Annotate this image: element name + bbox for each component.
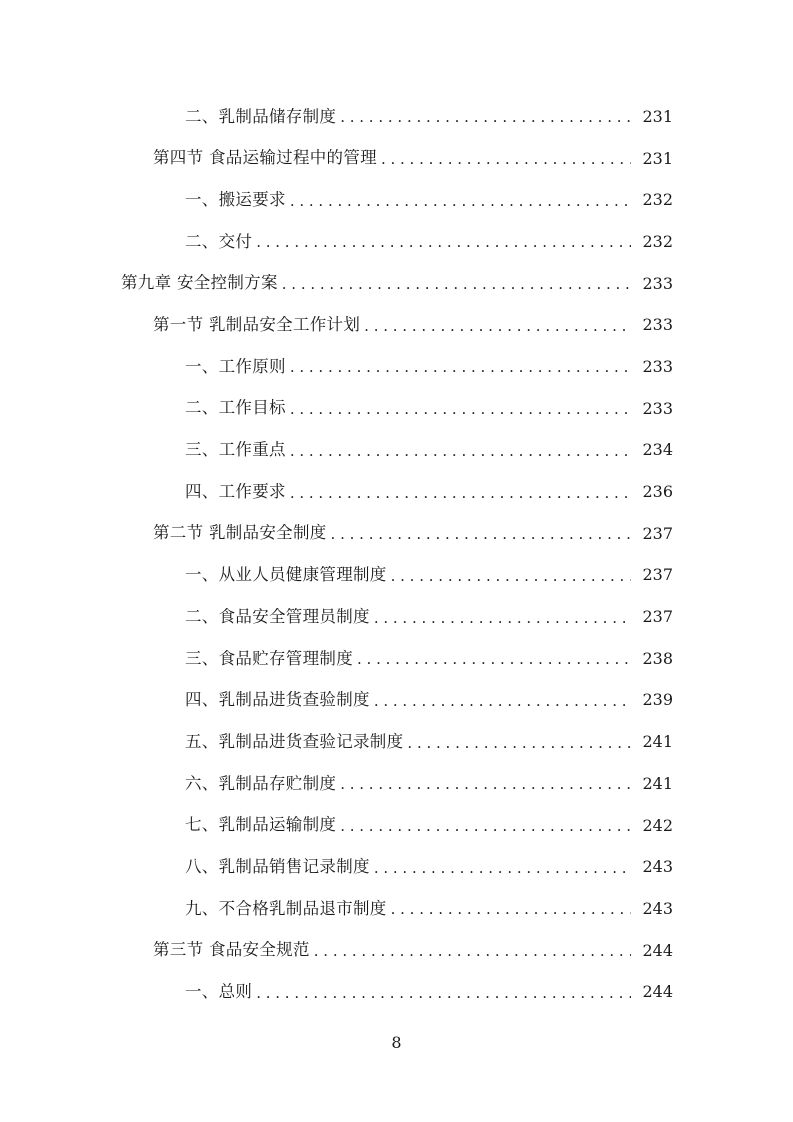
toc-entry-page-number: 237: [642, 523, 673, 543]
toc-entry[interactable]: [0, 680, 793, 722]
toc-entry-page-number: 244: [642, 940, 673, 960]
toc-dot-leader: [381, 152, 631, 167]
toc-entry-page-number: 231: [642, 106, 673, 126]
toc-entry-page-number: 237: [642, 607, 673, 627]
toc-entry-title: 第二节 乳制品安全制度: [153, 523, 327, 543]
toc-dot-leader: [290, 360, 631, 375]
toc-entry-page-number: 234: [642, 440, 673, 460]
toc-entry-title: 四、乳制品进货查验制度: [185, 690, 370, 710]
toc-entry[interactable]: [0, 346, 793, 388]
toc-entry-title: 一、工作原则: [185, 356, 286, 376]
toc-entry[interactable]: [0, 846, 793, 888]
toc-dot-leader: [331, 527, 631, 542]
toc-entry-page-number: 233: [642, 315, 673, 335]
toc-entry-page-number: 233: [642, 273, 673, 293]
toc-entry[interactable]: [0, 971, 793, 1013]
toc-dot-leader: [290, 402, 631, 417]
toc-entry-page-number: 232: [642, 231, 673, 251]
toc-dot-leader: [314, 944, 631, 959]
toc-entry-page-number: 231: [642, 148, 673, 168]
toc-entry[interactable]: [0, 805, 793, 847]
toc-entry-page-number: 233: [642, 356, 673, 376]
toc-entry-page-number: 243: [642, 898, 673, 918]
toc-dot-leader: [290, 444, 631, 459]
toc-dot-leader: [256, 235, 631, 250]
toc-dot-leader: [282, 277, 631, 292]
toc-entry-page-number: 243: [642, 857, 673, 877]
page-number: 8: [391, 1033, 402, 1052]
toc-entry-title: 第九章 安全控制方案: [121, 273, 278, 293]
toc-dot-leader: [407, 736, 631, 751]
toc-entry[interactable]: [0, 263, 793, 305]
toc-dot-leader: [374, 694, 631, 709]
toc-entry-page-number: 236: [642, 482, 673, 502]
toc-entry[interactable]: [0, 596, 793, 638]
toc-entry[interactable]: [0, 96, 793, 138]
toc-entry[interactable]: [0, 638, 793, 680]
toc-entry-page-number: 239: [642, 690, 673, 710]
toc-entry[interactable]: [0, 221, 793, 263]
toc-entry[interactable]: [0, 721, 793, 763]
toc-entry-page-number: 241: [642, 732, 673, 752]
toc-entry[interactable]: [0, 179, 793, 221]
toc-entry[interactable]: [0, 763, 793, 805]
toc-entry-title: 七、乳制品运输制度: [185, 815, 337, 835]
toc-entry-title: 六、乳制品存贮制度: [185, 773, 337, 793]
toc-entry[interactable]: [0, 388, 793, 430]
toc-entry-page-number: 232: [642, 190, 673, 210]
toc-dot-leader: [391, 569, 631, 584]
toc-entry-title: 第三节 食品安全规范: [153, 940, 310, 960]
toc-dot-leader: [340, 110, 631, 125]
toc-dot-leader: [290, 194, 631, 209]
toc-dot-leader: [391, 902, 631, 917]
toc-entry-page-number: 241: [642, 773, 673, 793]
toc-entry-page-number: 242: [642, 815, 673, 835]
toc-entry-title: 四、工作要求: [185, 481, 286, 501]
toc-dot-leader: [340, 819, 631, 834]
toc-entry-title: 九、不合格乳制品退市制度: [185, 898, 387, 918]
toc-entry-title: 八、乳制品销售记录制度: [185, 856, 370, 876]
toc-entry[interactable]: [0, 930, 793, 972]
toc-entry[interactable]: [0, 138, 793, 180]
toc-dot-leader: [256, 986, 631, 1001]
toc-entry-title: 第四节 食品运输过程中的管理: [153, 148, 377, 168]
toc-entry-title: 一、总则: [185, 982, 253, 1002]
toc-dot-leader: [374, 611, 631, 626]
toc-entry[interactable]: [0, 888, 793, 930]
toc-entry-title: 三、工作重点: [185, 440, 286, 460]
toc-entry-page-number: 233: [642, 398, 673, 418]
toc-entry-title: 三、食品贮存管理制度: [185, 648, 353, 668]
toc-entry-page-number: 237: [642, 565, 673, 585]
toc-entry-title: 二、工作目标: [185, 398, 286, 418]
toc-dot-leader: [340, 777, 631, 792]
toc-entry-title: 二、食品安全管理员制度: [185, 606, 370, 626]
toc-entry-title: 一、从业人员健康管理制度: [185, 565, 387, 585]
toc-entry[interactable]: [0, 513, 793, 555]
toc-dot-leader: [290, 486, 631, 501]
toc-dot-leader: [374, 861, 631, 876]
toc-entry-title: 二、交付: [185, 231, 253, 251]
toc-entry[interactable]: [0, 555, 793, 597]
toc-entry-title: 一、搬运要求: [185, 189, 286, 209]
toc-entry[interactable]: [0, 304, 793, 346]
toc-entry-title: 第一节 乳制品安全工作计划: [153, 315, 361, 335]
toc-entry-page-number: 238: [642, 648, 673, 668]
toc-entry-page-number: 244: [642, 982, 673, 1002]
toc-dot-leader: [357, 652, 631, 667]
toc-dot-leader: [364, 319, 631, 334]
toc-entry-title: 五、乳制品进货查验记录制度: [185, 731, 404, 751]
toc-entry[interactable]: [0, 430, 793, 472]
table-of-contents: [0, 96, 793, 1013]
toc-entry[interactable]: [0, 471, 793, 513]
toc-entry-title: 二、乳制品储存制度: [185, 106, 337, 126]
